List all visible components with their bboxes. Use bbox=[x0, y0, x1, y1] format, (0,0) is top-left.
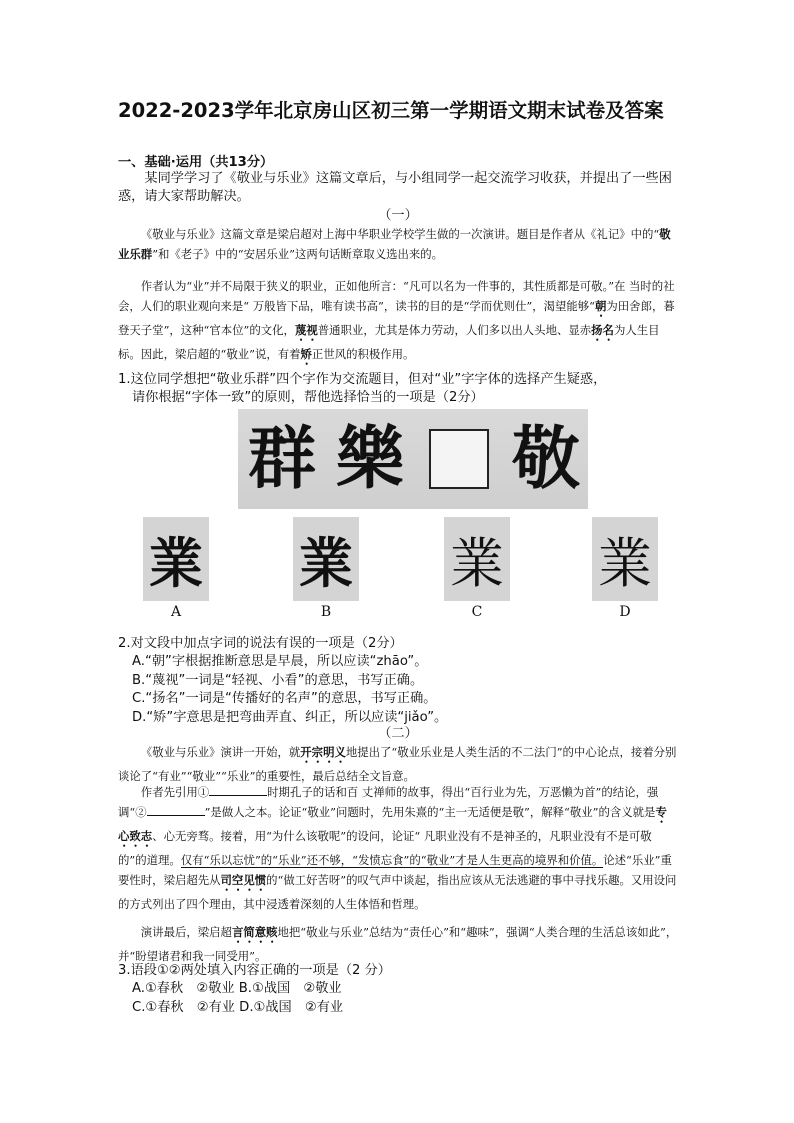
passage-two-paragraph-2 bbox=[118, 782, 678, 914]
text-run: 正世风的积极作用。 bbox=[311, 347, 415, 361]
section-heading: 一、基础·运用（共13分） bbox=[118, 155, 274, 170]
choice-d: D.“矫”字意思是把弯曲弄直、纠正，所以应读“jiǎo”。 bbox=[132, 709, 448, 725]
dotted-char-jiao: 矫 bbox=[300, 347, 312, 361]
question-1-line-2: 请你根据“字体一致”的原则，帮他选择恰当的一项是（2分） bbox=[132, 390, 484, 405]
option-c-label: C bbox=[471, 604, 483, 620]
text-run: 普通职业，尤其是体力劳动，人们多以出人头地、显赤 bbox=[317, 323, 592, 337]
text-run: 、心无旁骛。接着，用“为什么该敬呢”的设问，论证“ 凡职业没有不是神圣的，凡职业没有不是可敬的”的道理。 bbox=[118, 829, 652, 867]
text-run: 为人生目标。因此，梁启超的“敬业”说，有着 bbox=[118, 323, 660, 361]
text-run: ”和《老子》中的“安居乐业”这两句话断章取义选出来的。 bbox=[152, 247, 444, 261]
calligraphy-char-jing: 敬 bbox=[511, 419, 580, 499]
text-run: 作者认为“业”并不局限于狭义的职业，正如他所言：“凡可以名为一件事的，其性质都是可敬。”在 当时的社会，人们的职业观向来是“ 万般皆下品，唯有读书高”，读书的目的是“学而优则仕”，渴望能够“ bbox=[118, 279, 675, 313]
text-run: 时期孔子的话和百 丈禅师的故事，得出“百行业为先，万恶懒为首”的结论，强调“② bbox=[118, 785, 659, 819]
option-b-glyph: 業 bbox=[293, 517, 359, 601]
text-run: 《敬业与乐业》演讲一开始，就 bbox=[140, 745, 301, 759]
empty-answer-box bbox=[429, 429, 489, 489]
option-a-glyph: 業 bbox=[143, 517, 209, 601]
text-run: 演讲最后，梁启超 bbox=[140, 925, 232, 939]
choice-row-1: A.①春秋 ②敬业 B.①战国 ②敬业 bbox=[132, 981, 342, 996]
calligraphy-char-qun: 群 bbox=[247, 419, 316, 499]
passage-two-paragraph-1 bbox=[118, 742, 678, 786]
dotted-phrase: 开宗明义 bbox=[300, 745, 346, 759]
question-1 bbox=[118, 371, 678, 407]
choice-row-2: C.①春秋 ②有业 D.①战国 ②有业 bbox=[132, 999, 344, 1015]
calligraphy-strip bbox=[238, 409, 588, 509]
question-1-line-1: 1.这位同学想把“敬业乐群”四个字作为交流题目，但对“业”字字体的选择产生疑惑， bbox=[118, 372, 607, 387]
question-3-choices bbox=[132, 980, 692, 1017]
dotted-char-zhao: 朝 bbox=[594, 299, 607, 313]
passage-one-paragraph-1 bbox=[118, 224, 678, 264]
dotted-word-mieshi: 蔑视 bbox=[294, 323, 318, 337]
blank-1 bbox=[209, 784, 267, 796]
option-c-glyph: 業 bbox=[444, 517, 510, 601]
text-run: 论述“乐业”重要性时，梁启超先从 bbox=[118, 853, 672, 887]
choice-a: A.“朝”字根据推断意思是早晨，所以应读“zhāo”。 bbox=[132, 654, 428, 669]
calligraphy-char-le: 樂 bbox=[335, 419, 404, 499]
question-2-stem: 2.对文段中加点字词的说法有误的一项是（2分） bbox=[118, 636, 403, 651]
question-3-stem: 3.语段①②两处填入内容正确的一项是（2 分） bbox=[118, 963, 391, 978]
text-run: 地提出了“敬业乐业是人类生活的不二法门”的中心论点，接着分别谈论了“有业”“敬业”“乐业”的重要性，最后总结全文旨意。 bbox=[118, 745, 677, 783]
page-title: 2022-2023学年北京房山区初三第一学期语文期末试卷及答案 bbox=[118, 99, 664, 122]
question-2-choices bbox=[132, 653, 692, 727]
text-run: 作者先引用① bbox=[140, 785, 210, 799]
passage-two-paragraph-3 bbox=[118, 922, 678, 966]
dotted-word-yangming: 扬名 bbox=[591, 323, 614, 337]
part-label-two: （二） bbox=[378, 726, 418, 741]
dotted-phrase: 专心致志 bbox=[118, 805, 667, 843]
option-b-label: B bbox=[320, 604, 332, 620]
text-run: 的“做工好苦呀”的叹气声中谈起，指出应该从无法逃避的事中寻找乐趣。又用设问的方式列出了四个理由，其中浸透着深刻的人生体悟和哲理。 bbox=[118, 873, 677, 911]
text-run: ”是做人之本。论证“敬业”问题时，先用朱熹的“主一无适便是敬”，解释“敬业”的含义就是 bbox=[204, 805, 656, 819]
text-run: 地把“敬业与乐业”总结为“责任心”和“趣味”，强调“人类合理的生活总该如此”，并“盼望诸君和我一同受用”。 bbox=[118, 925, 678, 963]
underlined-sentence: 仅有“乐以忘忧”的“乐业”还不够，“发愤忘食”的“敬业”才是人生更高的境界和价值。 bbox=[180, 853, 604, 867]
choice-b: B.“蔑视”一词是“轻视、小看”的意思，书写正确。 bbox=[132, 672, 424, 688]
intro-text: 某同学学习了《敬业与乐业》这篇文章后，与小组同学一起交流学习收获，并提出了一些困惑，请大家帮助解决。 bbox=[118, 171, 672, 204]
option-a-label: A bbox=[170, 604, 182, 620]
passage-one-paragraph-2 bbox=[118, 276, 678, 368]
option-d-glyph: 業 bbox=[592, 517, 658, 601]
text-run: 为田舍郎，暮登天子堂”，这种“官本位”的文化， bbox=[118, 299, 675, 337]
bold-phrase: 敬业乐群 bbox=[118, 227, 671, 261]
option-d-label: D bbox=[619, 604, 631, 620]
blank-2 bbox=[147, 804, 205, 816]
dotted-phrase: 司空见惯 bbox=[220, 873, 267, 887]
text-run: 《敬业与乐业》这篇文章是梁启超对上海中华职业学校学生做的一次演讲。题目是作者从《礼记》中的“ bbox=[140, 227, 660, 241]
part-label-one: （一） bbox=[378, 208, 418, 223]
choice-c: C.“扬名”一词是“传播好的名声”的意思，书写正确。 bbox=[132, 691, 437, 706]
dotted-phrase: 言简意赅 bbox=[231, 925, 278, 939]
